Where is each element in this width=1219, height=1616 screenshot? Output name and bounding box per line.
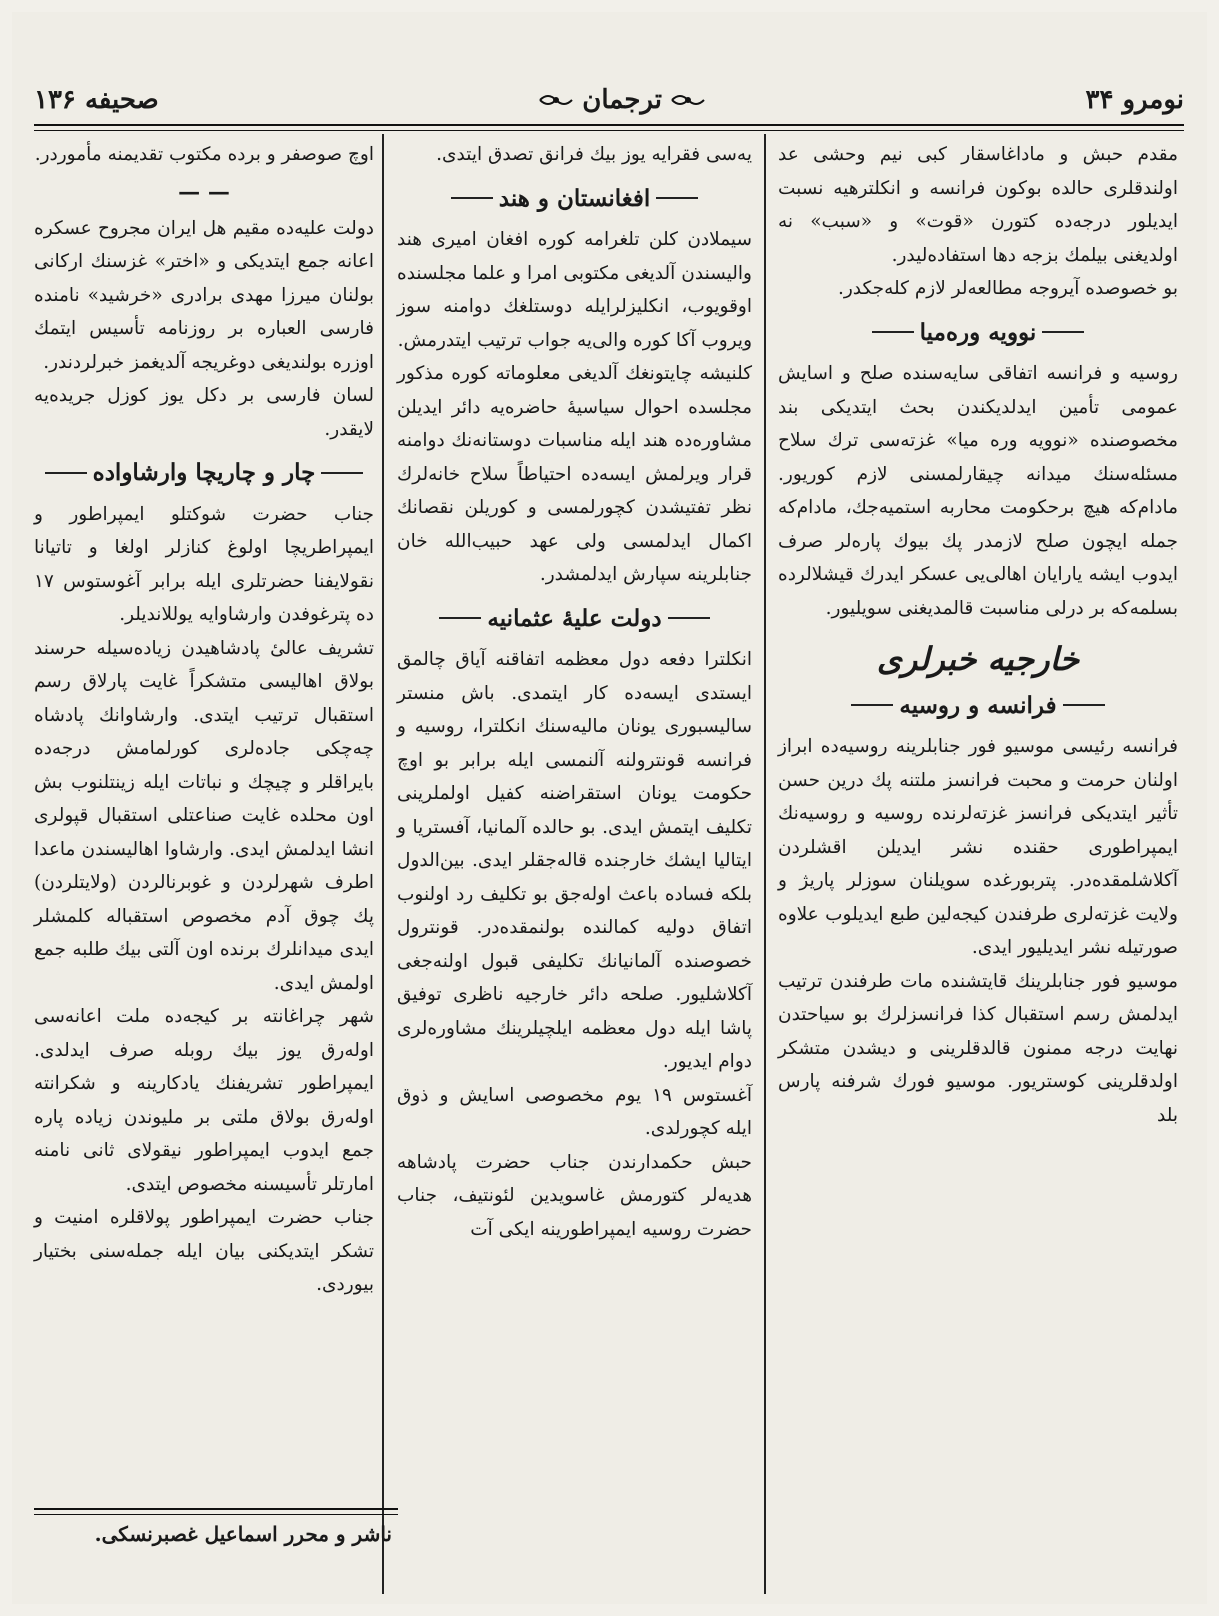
divider (1042, 331, 1084, 333)
section-title (397, 182, 752, 216)
masthead (538, 85, 706, 115)
divider (872, 331, 914, 333)
divider (851, 704, 893, 706)
column-divider (382, 134, 384, 1594)
ornament-icon (538, 91, 574, 109)
paragraph: لسان فارسی بر دکل یوز کوزل جریده‌یه لایقدر. (34, 385, 374, 440)
section-title (778, 316, 1178, 350)
section-title-text: چار و چاریچا وارشاواده (92, 459, 316, 486)
divider (668, 617, 710, 619)
separator: — — (178, 178, 230, 205)
paragraph: بو خصوصده آیروجه مطالعه‌لر لازم کله‌جکدر. (837, 278, 1178, 299)
paragraph: فرانسه رئیسی موسیو فور جنابلرینه روسیه‌ده ابراز اولنان حرمت و محبت فرانسز ملتنه پك درین حسن تأثیر ایتدیکی فرانسز غزته‌لرنده روسیه و روسیه‌نك ایمپراطوری حقنده نشر ایدیلن اقشلردن آکلاشلمقده‌در. پتربورغده سویلنان سوزلر پاریژ و ولایت غزته‌لری طرفندن کیجه‌لین طبع ایدیلوب علاوه صورتیله نشر ایدیلیور ایدی. (778, 736, 1178, 958)
middle-column (397, 138, 752, 1246)
newspaper-page (12, 12, 1207, 1604)
paragraph: اوچ صوصفر و برده مکتوب تقدیمنه مأموردر. (34, 144, 374, 165)
paragraph: آغستوس ۱۹ یوم مخصوصی اسایش و ذوق ایله کچورلدی. (397, 1084, 753, 1139)
masthead-title: ترجمان (582, 85, 662, 115)
divider (656, 197, 698, 199)
paragraph: سیملادن کلن تلغرامه کوره افغان امیری هند والیسندن آلدیغی مکتوبی امرا و علما مجلسنده اوقویوب، انکلیزلرایله دوستلغك دوامنه سوز ویروب آکا کوره والی‌یه جواب ترتیب ایتدرمش. (397, 229, 752, 351)
right-column (778, 138, 1178, 1132)
paragraph: موسیو فور جنابلرینك قایتشنده مات طرفندن ترتیب ایدلمش رسم استقبال کذا فرانسزلرك بو سیاحتدن نهایت درجه ممنون قالدقلرینی و دیشدن متشکر اولدقلرینی کوستریور. موسیو فورك شرفنه پارس بلد (778, 970, 1178, 1126)
paragraph: حبش حکمدارندن جناب حضرت پادشاهه هدیه‌لر کتورمش غاسویدین لئونتیف، جناب حضرت روسیه ایمپراطورینه ایکی آت (397, 1151, 752, 1240)
foreign-news-heading: خارجیه خبرلری (876, 640, 1080, 678)
header-rule (34, 124, 1184, 131)
paragraph: یه‌سی فقرایه یوز بیك فرانق تصدق ایتدی. (436, 144, 752, 165)
page-header (34, 74, 1184, 126)
paragraph: جناب حضرت ایمپراطور پولاقلره امنیت و تشکر ایتدیکنی بیان ایله جمله‌سنی بختیار بیوردی. (34, 1207, 374, 1295)
paragraph: روسیه و فرانسه اتفاقی سایه‌سنده صلح و اسایش عمومی تأمین ایدلدیکندن بحث ایتدیکی بند مخصوصنده «نوویه وره میا» غزته‌سی ترك سلاح مسئله‌سنك میدانه چیقارلمسنی لازم کوریور. مادام‌که هیچ برحکومت محاربه استمیه‌جك، مادام‌که جمله ایچون صلح لازمدر پك بیوك پاره‌لر صرف ایدوب ایشه یارایان اهالی‌یی عسکر ایدرك قیشلالرده بسلمه‌که بر درلی مناسبت قالمدیغنی سویلیور. (778, 363, 1178, 619)
divider (451, 197, 493, 199)
section-title (397, 602, 752, 636)
publisher-line: ناشر و محرر اسماعیل غصبرنسکی. (94, 1522, 392, 1546)
paragraph: تشریف عالیٔ پادشاهیدن زیاده‌سیله حرسند بولاق اهالیسی متشکراً غایت پارلاق رسم استقبال ترتیب ایتدی. وارشاوانك پادشاه چه‌چکی جاده‌لری کورلمامش درجه‌ده بایراقلر و چیچك و نباتات ایله زینتلنوب بش اون محلده غایت صناعتلی استقبال قپولری انشا ایدلمش ایدی. وارشاوا اهالیسندن ماعدا اطرف شهرلردن و غوبرنالردن (ولایتلردن) پك چوق آدم مخصوص استقباله کلمشلر ایدی میدانلرك برنده اون آلتی بیك طلبه جمع اولمش ایدی. (34, 637, 374, 994)
paragraph: شهر چراغانته بر کیجه‌ده ملت اعانه‌سی اوله‌رق یوز بیك روبله صرف ایدلدی. ایمپراطور تشریفنك یادکارینه و شکرانته اوله‌رق بولاق ملتی بر ملیوندن زیاده پاره جمع ایدوب ایمپراطور نیقولای ثانی نامنه امارتلر تأسیسنه مخصوص ایتدی. (34, 1006, 374, 1195)
paragraph: انکلترا دفعه دول معظمه اتفاقنه آیاق چالمق ایستدی ایسه‌ده کار ایتمدی. باش منستر سالیسبوری یونان مالیه‌سنك انکلترا، روسیه و فرانسه قونترولنه آلنمسی ایله برابر بو اوچ حکومت یونان استقراضنه کفیل اولملرینی تکلیف ایتمش ایدی. بو حالده آلمانیا، آفستریا و ایتالیا ایشك خارجنده قالەجقلر ایدی. بین‌الدول بلکه فساده باعث اوله‌جق بو تکلیف رد اولنوب اتفاق دولیه کمالنده بولنمقده‌در. قونترول خصوصنده آلمانیانك تکلیفی قبول اولنه‌جغی آکلاشلیور. صلحه دائر خارجیه ناظری توفیق پاشا ایله دول معظمه ایلچیلرینك مشاوره‌لری دوام ایدیور. (397, 649, 752, 1072)
issue-number: نومرو ۳۴ (1085, 85, 1184, 115)
section-title-text: فرانسه و روسیه (899, 691, 1057, 719)
divider (321, 472, 363, 474)
ornament-icon (670, 91, 706, 109)
paragraph: مقدم حبش و ماداغاسقار کبی نیم وحشی عد اولندقلری حالده بوکون فرانسه و انکلترهیه نسبت ایدیلور درجه‌ده کتورن «قوت» و «سبب» نه اولدیغنی بیلمك بزجه دها استفاده‌لیدر. (778, 144, 1178, 266)
left-column (34, 138, 374, 1302)
divider (439, 617, 481, 619)
paragraph: کلنیشه چایتونغك آلدیغی معلوماته کوره مذکور مجلسده احوال سیاسیهٔ حاضره‌یه دائر ایدیلن مشاوره‌ده هند ایله مناسبات دوستانه‌نك دوامنه قرار ویرلمش ایسه‌ده احتیاطاً سلاح خانه‌لرك نظر تفتیشدن کچورلمسی و کوریلن نقصانك اکمال ایدلمسی ولی عهد حبیب‌الله خان جنابلرینه سپارش ایدلمشدر. (397, 363, 752, 585)
section-title-text: نوویه وره‌میا (919, 318, 1037, 346)
column-divider (764, 134, 766, 1594)
page-number: صحیفه ۱۳۶ (34, 85, 159, 115)
section-title-text: افغانستان و هند (498, 184, 651, 212)
divider (1063, 704, 1105, 706)
paragraph: دولت علیه‌ده مقیم هل ایران مجروح عسکره اعانه جمع ایتدیکی و «اختر» غزسنك ارکانی بولنان میرزا مهدی برادری «خرشید» نامنده فارسی العباره بر روزنامه تأسیس ایتمك اوزره بولندیغی دوغریجه آلدیغمز خبرلردندر. (34, 217, 374, 373)
section-title-text: دولت علیهٔ عثمانیه (487, 604, 662, 632)
section-title (778, 689, 1178, 723)
section-title (34, 456, 374, 490)
paragraph: جناب حضرت شوکتلو ایمپراطور و ایمپراطریچا اولوغ کنازلر اولغا و تاتیانا نقولایفنا حضرتلری ایله برابر آغوستوس ۱۷ ده پترغوفدن وارشاوایه یوللاندیلر. (34, 503, 374, 625)
divider (45, 472, 87, 474)
footer-rule (34, 1508, 398, 1515)
